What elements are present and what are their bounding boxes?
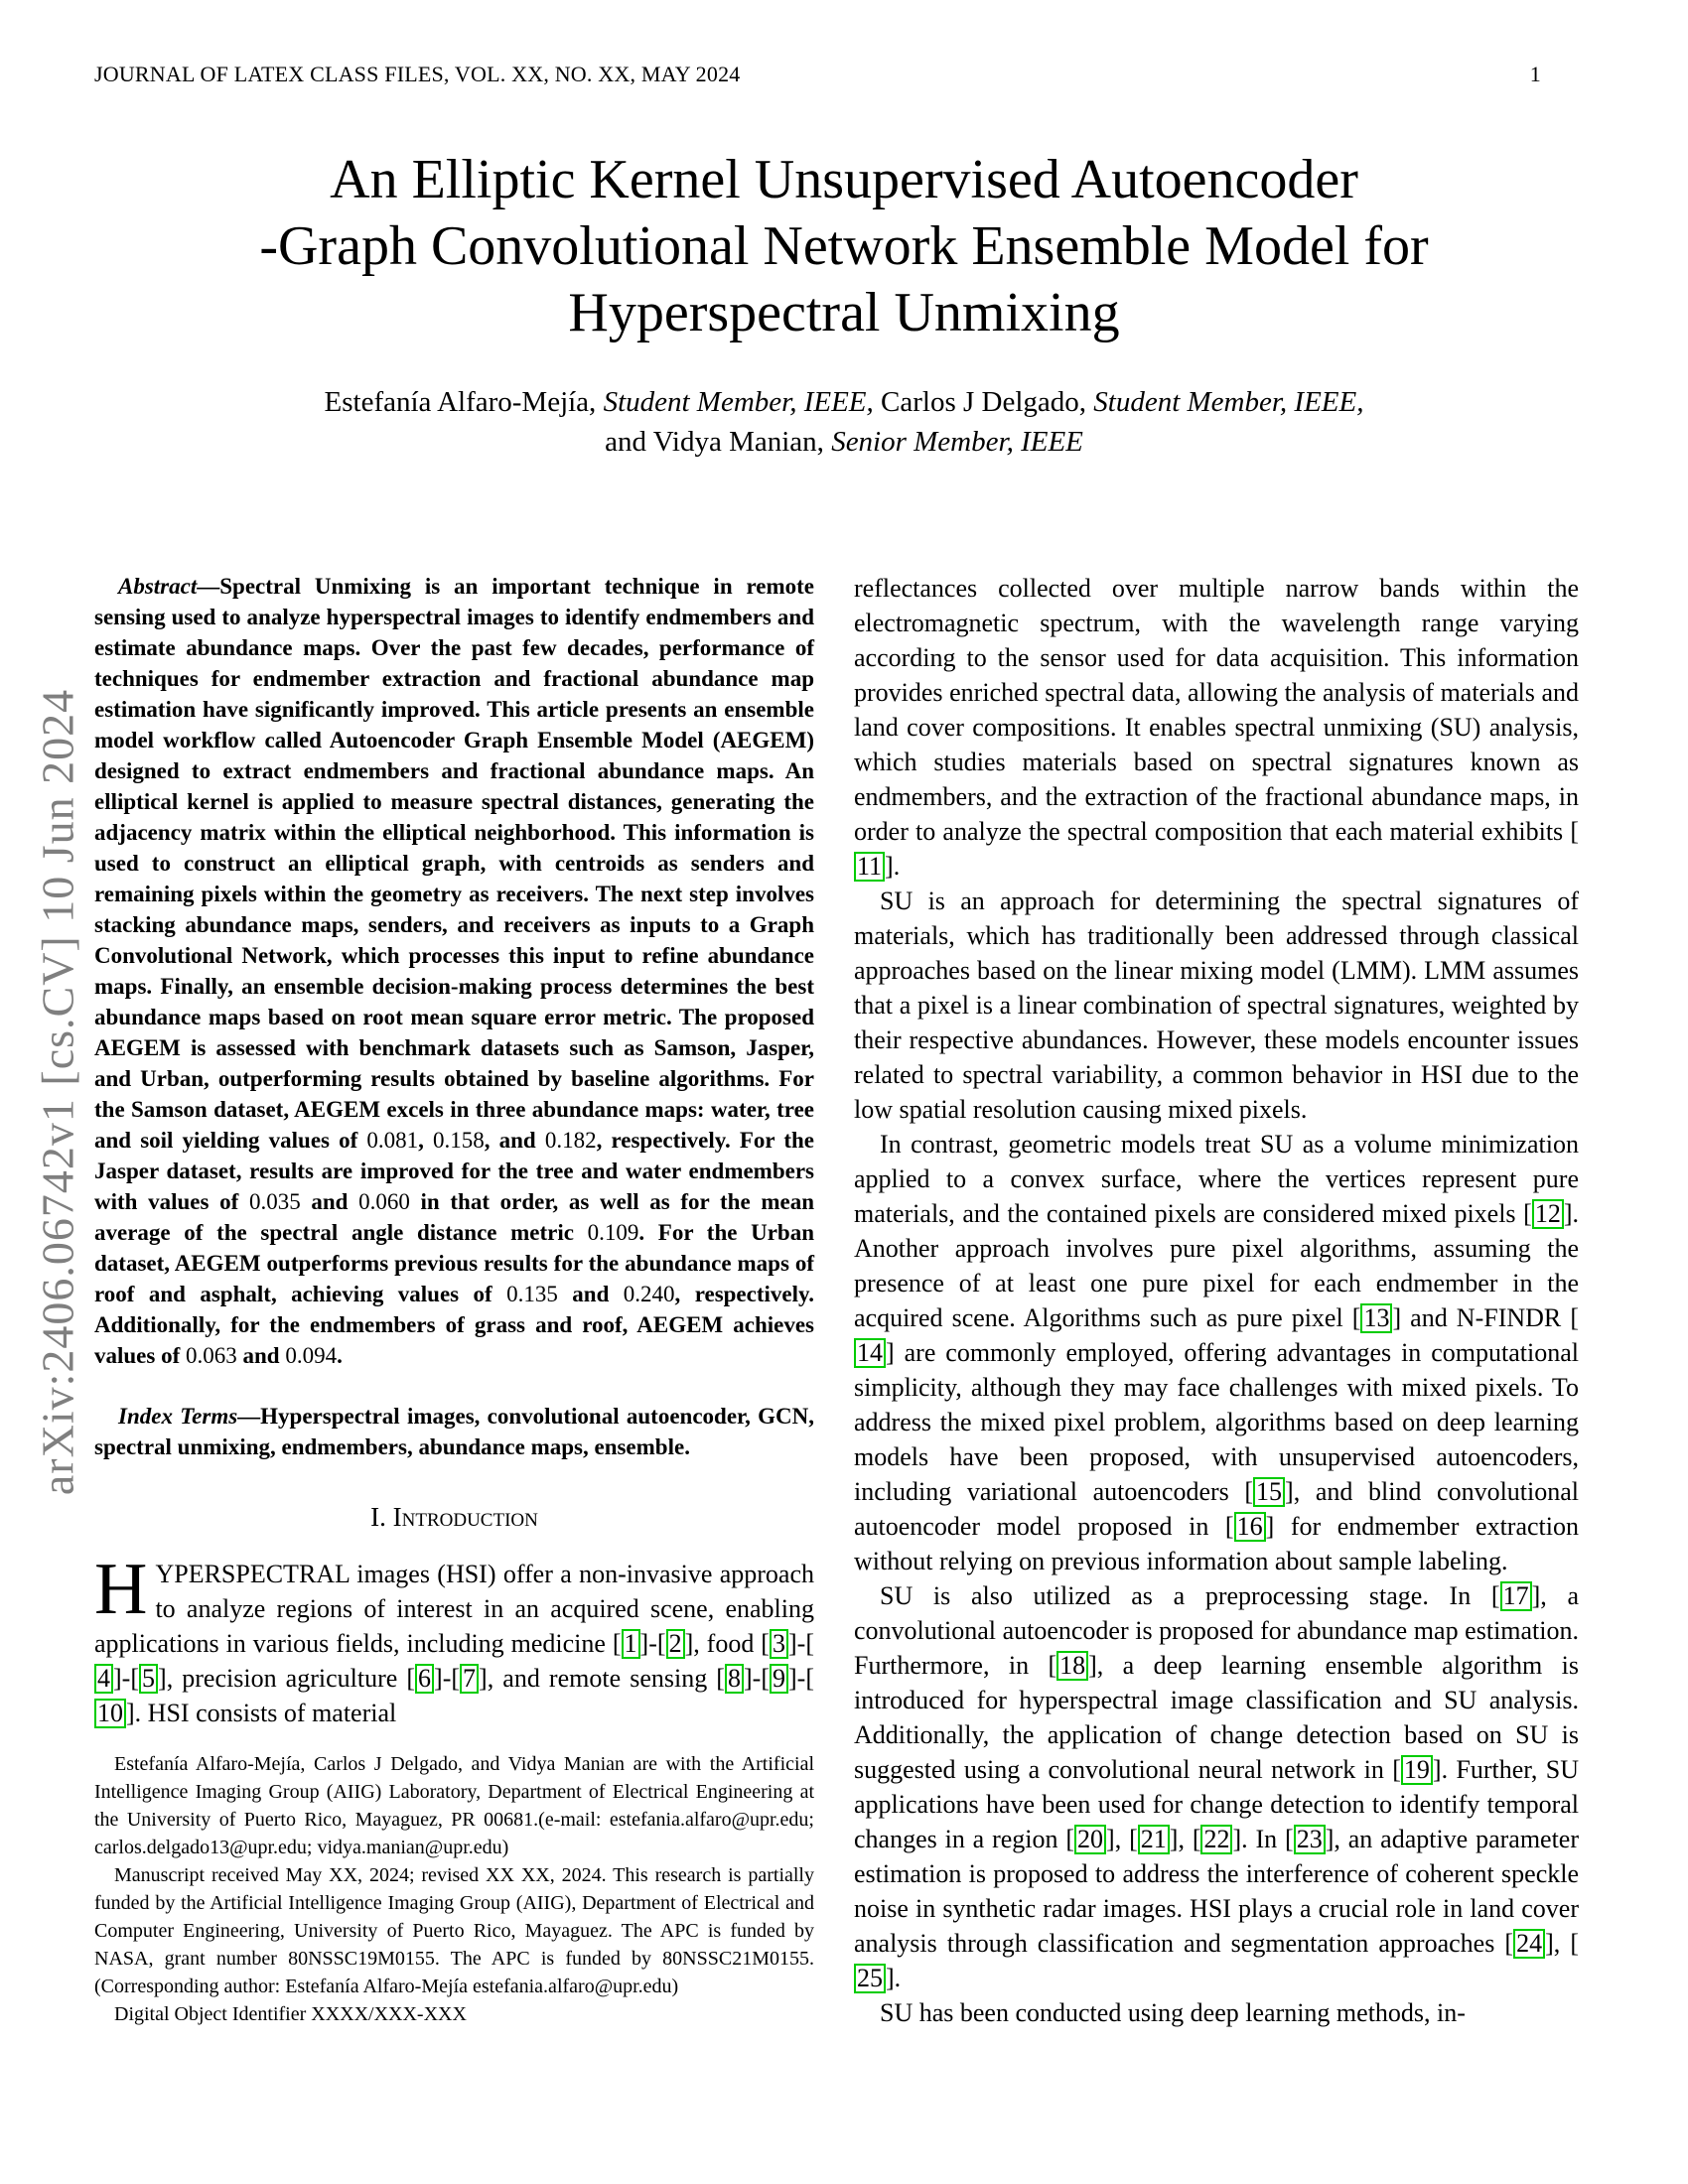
citation-link[interactable]: 19 <box>1401 1755 1433 1785</box>
text-segment: , <box>418 1128 434 1153</box>
abstract-paragraph <box>94 571 814 1371</box>
section-heading-introduction <box>94 1502 814 1533</box>
author-block <box>0 382 1688 462</box>
arxiv-watermark: arXiv:2406.06742v1 [cs.CV] 10 Jun 2024 <box>32 688 83 1496</box>
text-segment: 0.060 <box>358 1189 410 1214</box>
citation-link[interactable]: 1 <box>622 1629 640 1659</box>
text-segment: 0.094 <box>285 1343 338 1368</box>
citation-link[interactable]: 14 <box>854 1338 886 1368</box>
text-segment: Student Member, IEEE, <box>1093 386 1364 418</box>
citation-link[interactable]: 23 <box>1294 1825 1326 1854</box>
index-terms-paragraph <box>94 1401 814 1462</box>
body-paragraph-2: SU is an approach for determining the spectral signatures of materials, which has traditionally been addressed through classical approaches based on the linear mixing model (LMM). LMM assumes that a pixel is a linear combination of spectral signatures, weighted by their respective abundances. However, these models encounter issues related to spectral variability, a common behavior in HSI due to the low spatial resolution causing mixed pixels. <box>854 887 1579 1124</box>
citation-link[interactable]: 24 <box>1513 1929 1545 1959</box>
citation-link[interactable]: 11 <box>854 852 885 882</box>
text-segment: 0.063 <box>186 1343 237 1368</box>
text-segment: —Hyperspectral images, convolutional autoencoder, GCN, spectral unmixing, endmembers, abundance maps, ensemble. <box>94 1404 814 1459</box>
text-segment: and <box>236 1343 286 1368</box>
title-line-1: An Elliptic Kernel Unsupervised Autoencoder <box>330 149 1358 210</box>
citation-link[interactable]: 17 <box>1500 1581 1532 1611</box>
footnote-doi: Digital Object Identifier XXXX/XXX-XXX <box>114 2003 467 2025</box>
right-column <box>854 571 1579 2030</box>
text-segment: Senior Member, IEEE <box>831 426 1083 458</box>
author-footnote <box>94 1750 814 2028</box>
text-segment: Student Member, IEEE, <box>603 386 874 418</box>
text-segment: in that order, as well as for the mean average of the spectral angle distance metric <box>94 1189 814 1245</box>
text-segment: , respectively. For the Jasper dataset, results are improved for the tree and water endmembers with values of <box>94 1128 814 1214</box>
citation-link[interactable]: 25 <box>854 1964 886 1993</box>
text-segment: and <box>300 1189 359 1214</box>
running-header <box>94 62 1541 87</box>
page-number: 1 <box>1529 62 1541 86</box>
citation-link[interactable]: 4 <box>94 1664 113 1694</box>
footnote-manuscript: Manuscript received May XX, 2024; revised XX XX, 2024. This research is partially funded by the Artificial Intelligence Imaging Group (AIIG), Department of Electrical and Computer Engineering, University of Puerto Rico, Mayaguez. The APC is funded by NASA, grant number 80NSSC19M0155. The APC is funded by 80NSSC21M0155. (Corresponding author: Estefanía Alfaro-Mejía estefania.alfaro@upr.edu) <box>94 1864 814 1997</box>
journal-header-text: JOURNAL OF LATEX CLASS FILES, VOL. XX, NO. XX, MAY 2024 <box>94 62 741 86</box>
drop-cap: H <box>94 1549 148 1630</box>
citation-link[interactable]: 22 <box>1200 1825 1232 1854</box>
body-paragraph-1: reflectances collected over multiple narrow bands within the electromagnetic spectrum, with the wavelength range varying according to the sensor used for data acquisition. This information provides enriched spectral data, allowing the analysis of materials and land cover compositions. It enables spectral unmixing (SU) analysis, which studies materials based on spectral signatures known as endmembers, and the extraction of the fractional abundance maps, in order to analyze the spectral composition that each material exhibits [11 ]. <box>854 574 1579 881</box>
text-segment: . <box>337 1343 343 1368</box>
citation-link[interactable]: 7 <box>460 1664 479 1694</box>
citation-link[interactable]: 12 <box>1532 1199 1564 1229</box>
citation-link[interactable]: 9 <box>770 1664 788 1694</box>
citation-link[interactable]: 6 <box>415 1664 434 1694</box>
two-column-body <box>94 571 1579 2030</box>
citation-link[interactable]: 3 <box>770 1629 788 1659</box>
citation-link[interactable]: 5 <box>139 1664 158 1694</box>
author-line-1: Estefanía Alfaro-Mejía, Student Member, IEEE, Carlos J Delgado, Student Member, IEEE, <box>324 386 1364 418</box>
text-segment: 0.035 <box>248 1189 301 1214</box>
text-segment: Abstract <box>118 574 198 599</box>
citation-link[interactable]: 16 <box>1234 1512 1266 1542</box>
text-segment: 0.182 <box>544 1128 597 1153</box>
paper-title <box>0 147 1688 346</box>
title-line-3: Hyperspectral Unmixing <box>568 282 1120 343</box>
citation-link[interactable]: 8 <box>725 1664 744 1694</box>
text-segment: 0.109 <box>587 1220 639 1245</box>
section-title: Introduction <box>392 1502 538 1532</box>
text-segment: —Spectral Unmixing is an important technique in remote sensing used to analyze hyperspectral images to identify endmembers and estimate abundance maps. Over the past few decades, performance of techniques for endmember extraction and fractional abundance map estimation have significantly improved. This article presents an ensemble model workflow called Autoencoder Graph Ensemble Model (AEGEM) designed to extract endmembers and fractional abundance maps. An elliptical kernel is applied to measure spectral distances, generating the adjacency matrix within the elliptical neighborhood. This information is used to construct an elliptical graph, with centroids as senders and remaining pixels within the geometry as receivers. The next step involves stacking abundance maps, senders, and receivers as inputs to a Graph Convolutional Network, which processes this input to refine abundance maps. Finally, an ensemble decision-making process determines the best abundance maps based on root mean square error metric. The proposed AEGEM is assessed with benchmark datasets such as Samson, Jasper, and Urban, outperforming results obtained by baseline algorithms. For the Samson dataset, AEGEM excels in three abundance maps: water, tree and soil yielding values of <box>94 574 814 1153</box>
citation-link[interactable]: 20 <box>1074 1825 1106 1854</box>
text-segment: 0.081 <box>366 1128 419 1153</box>
title-line-2: -Graph Convolutional Network Ensemble Model for <box>259 215 1429 277</box>
text-segment: 0.158 <box>433 1128 485 1153</box>
citation-link[interactable]: 2 <box>666 1629 685 1659</box>
body-paragraph-4: SU is also utilized as a preprocessing stage. In [ 17 ], a convolutional autoencoder is proposed for abundance map estimation. Furthermore, in [ 18 ], a deep learning ensemble algorithm is introduced for hyperspectral image classification and SU analysis. Additionally, the application of change detection based on SU is suggested using a convolutional neural network in [ 19 ]. Further, SU applications have been used for change detection to identify temporal changes in a region [ 20 ], [ 21 ], [ 22 ]. In [ 23 ], an adaptive parameter estimation is proposed to address the interference of coherent speckle noise in synthetic radar images. HSI plays a crucial role in land cover analysis through classification and segmentation approaches [ 24 ], [25 ]. <box>854 1581 1580 1992</box>
intro-paragraph <box>94 1549 814 1730</box>
text-segment: . For the Urban dataset, AEGEM outperforms previous results for the abundance maps of roof and asphalt, achieving values of <box>94 1220 814 1306</box>
text-segment: and <box>557 1282 624 1306</box>
text-segment: 0.240 <box>623 1282 675 1306</box>
citation-link[interactable]: 18 <box>1056 1651 1088 1681</box>
section-number: I. <box>370 1502 386 1532</box>
citation-link[interactable]: 13 <box>1360 1303 1392 1333</box>
citation-link[interactable]: 21 <box>1138 1825 1170 1854</box>
author-line-2: and Vidya Manian, Senior Member, IEEE <box>605 426 1083 458</box>
text-segment: , respectively. Additionally, for the endmembers of grass and roof, AEGEM achieves values of <box>94 1282 814 1368</box>
citation-link[interactable]: 10 <box>94 1699 126 1728</box>
text-segment: 0.135 <box>506 1282 558 1306</box>
left-column <box>94 571 814 2030</box>
text-segment: , and <box>484 1128 545 1153</box>
footnote-affiliation: Estefanía Alfaro-Mejía, Carlos J Delgado, and Vidya Manian are with the Artificial Intelligence Imaging Group (AIIG) Laboratory, Department of Electrical Engineering at the University of Puerto Rico, Mayaguez, PR 00681.(e-mail: estefania.alfaro@upr.edu; carlos.delgado13@upr.edu; vidya.manian@upr.edu) <box>94 1753 814 1858</box>
intro-paragraph-text: YPERSPECTRAL images (HSI) offer a non-invasive approach to analyze regions of interest in an acquired scene, enabling applications in various fields, including medicine [ 1 ]-[ 2 ], food [ 3 ]-[4 ]-[ 5 ], precision agriculture [ 6 ]-[ 7 ], and remote sensing [ 8 ]-[ 9 ]-[10 ]. HSI consists of material <box>94 1560 814 1727</box>
citation-link[interactable]: 15 <box>1253 1477 1285 1507</box>
body-paragraph-5: SU has been conducted using deep learning methods, in- <box>880 1998 1466 2027</box>
text-segment: Index Terms <box>118 1404 238 1429</box>
body-paragraph-3: In contrast, geometric models treat SU as a volume minimization applied to a convex surface, where the vertices represent pure materials, and the contained pixels are considered mixed pixels [ 12 ]. Another approach involves pure pixel algorithms, assuming the presence of at least one pure pixel for each endmember in the acquired scene. Algorithms such as pure pixel [ 13 ] and N-FINDR [14 ] are commonly employed, offering advantages in computational simplicity, although they may face challenges with mixed pixels. To address the mixed pixel problem, algorithms based on deep learning models have been proposed, with unsupervised autoencoders, including variational autoencoders [ 15 ], and blind convolutional autoencoder model proposed in [ 16 ] for endmember extraction without relying on previous information about sample labeling. <box>854 1130 1580 1575</box>
